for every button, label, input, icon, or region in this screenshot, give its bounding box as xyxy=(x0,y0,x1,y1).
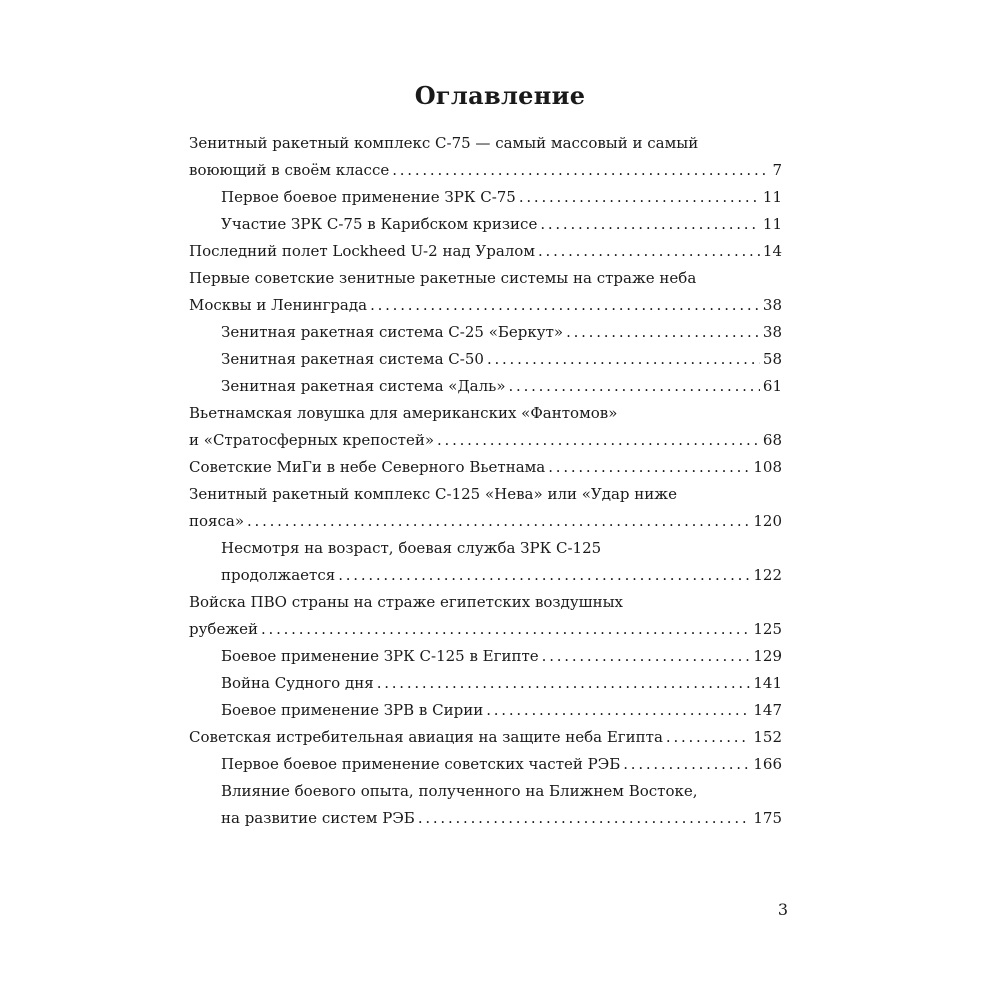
toc-page-ref: 175 xyxy=(753,809,782,827)
toc-entry-text: Боевое применение ЗРВ в Сирии xyxy=(221,701,484,719)
toc-entry-text: Последний полет Lockheed U-2 над Уралом xyxy=(189,242,535,260)
toc-entry-text: Участие ЗРК С-75 в Карибском кризисе xyxy=(221,215,538,233)
toc-entry-text: Первое боевое применение советских частей РЭБ xyxy=(221,755,621,773)
dot-leader xyxy=(623,751,750,778)
dot-leader xyxy=(338,562,750,589)
dot-leader xyxy=(538,238,760,265)
dot-leader xyxy=(392,157,769,184)
toc-entry-text: рубежей xyxy=(189,620,259,638)
toc-entry-text: Война Судного дня xyxy=(221,674,374,692)
toc-entry xyxy=(189,130,782,184)
toc-entry-text: Зенитная ракетная система С-50 xyxy=(221,350,484,368)
dot-leader xyxy=(486,697,750,724)
toc-entry xyxy=(189,724,782,751)
toc-page-ref: 38 xyxy=(762,323,782,341)
toc-entry-text: продолжается xyxy=(221,566,336,584)
toc-subentry xyxy=(189,670,782,697)
toc-page-ref: 129 xyxy=(753,647,782,665)
toc-entry-text: на развитие систем РЭБ xyxy=(221,809,415,827)
toc-page-ref: 11 xyxy=(762,215,782,233)
dot-leader xyxy=(540,211,760,238)
toc-entry-text: Зенитный ракетный комплекс С-125 «Нева» или «Удар ниже xyxy=(189,485,677,503)
toc-subentry xyxy=(189,697,782,724)
toc-subentry xyxy=(189,373,782,400)
toc-page-ref: 122 xyxy=(753,566,782,584)
dot-leader xyxy=(548,454,750,481)
toc-entry xyxy=(189,238,782,265)
toc-entry-text: Влияние боевого опыта, полученного на Ближнем Востоке, xyxy=(221,782,698,800)
toc-page-ref: 125 xyxy=(753,620,782,638)
toc-entry xyxy=(189,481,782,535)
table-of-contents xyxy=(189,130,782,832)
toc-entry-text: Советские МиГи в небе Северного Вьетнама xyxy=(189,458,546,476)
toc-subentry xyxy=(189,346,782,373)
dot-leader xyxy=(542,643,751,670)
toc-page-ref: 108 xyxy=(753,458,782,476)
toc-subentry xyxy=(189,643,782,670)
toc-page-ref: 61 xyxy=(762,377,782,395)
toc-page-ref: 147 xyxy=(753,701,782,719)
toc-page-ref: 14 xyxy=(762,242,782,260)
toc-subentry xyxy=(189,778,782,832)
dot-leader xyxy=(418,805,751,832)
toc-page-ref: 11 xyxy=(762,188,782,206)
toc-page-ref: 58 xyxy=(762,350,782,368)
toc-page-ref: 141 xyxy=(753,674,782,692)
page-number: 3 xyxy=(777,900,788,919)
toc-entry xyxy=(189,265,782,319)
toc-entry-text: Москвы и Ленинграда xyxy=(189,296,368,314)
toc-entry-text: пояса» xyxy=(189,512,245,530)
toc-entry xyxy=(189,589,782,643)
toc-entry-text: Войска ПВО страны на страже египетских воздушных xyxy=(189,593,624,611)
toc-entry-text: Вьетнамская ловушка для американских «Фантомов» xyxy=(189,404,618,422)
dot-leader xyxy=(509,373,760,400)
toc-page-ref: 152 xyxy=(753,728,782,746)
dot-leader xyxy=(370,292,760,319)
toc-subentry xyxy=(189,319,782,346)
toc-entry-text: Зенитная ракетная система С-25 «Беркут» xyxy=(221,323,564,341)
toc-subentry xyxy=(189,535,782,589)
page-title: Оглавление xyxy=(414,81,586,111)
dot-leader xyxy=(377,670,751,697)
toc-entry-text: Боевое применение ЗРК С-125 в Египте xyxy=(221,647,539,665)
dot-leader xyxy=(566,319,760,346)
toc-entry-text: и «Стратосферных крепостей» xyxy=(189,431,435,449)
toc-entry-text: Несмотря на возраст, боевая служба ЗРК С-125 xyxy=(221,539,602,557)
toc-page-ref: 38 xyxy=(762,296,782,314)
toc-entry-text: Первое боевое применение ЗРК С-75 xyxy=(221,188,516,206)
dot-leader xyxy=(666,724,750,751)
toc-entry-text: Советская истребительная авиация на защите неба Египта xyxy=(189,728,663,746)
toc-page-ref: 7 xyxy=(772,161,782,179)
toc-entry-text: Зенитный ракетный комплекс С-75 — самый массовый и самый xyxy=(189,134,699,152)
dot-leader xyxy=(519,184,760,211)
dot-leader xyxy=(261,616,750,643)
toc-subentry xyxy=(189,184,782,211)
toc-entry-text: Зенитная ракетная система «Даль» xyxy=(221,377,506,395)
toc-entry xyxy=(189,454,782,481)
toc-entry xyxy=(189,400,782,454)
toc-page-ref: 120 xyxy=(753,512,782,530)
toc-subentry xyxy=(189,211,782,238)
toc-page-ref: 166 xyxy=(753,755,782,773)
toc-subentry xyxy=(189,751,782,778)
dot-leader xyxy=(487,346,760,373)
dot-leader xyxy=(437,427,760,454)
toc-page-ref: 68 xyxy=(762,431,782,449)
dot-leader xyxy=(247,508,750,535)
toc-entry-text: воюющий в своём классе xyxy=(189,161,390,179)
toc-entry-text: Первые советские зенитные ракетные системы на страже неба xyxy=(189,269,697,287)
